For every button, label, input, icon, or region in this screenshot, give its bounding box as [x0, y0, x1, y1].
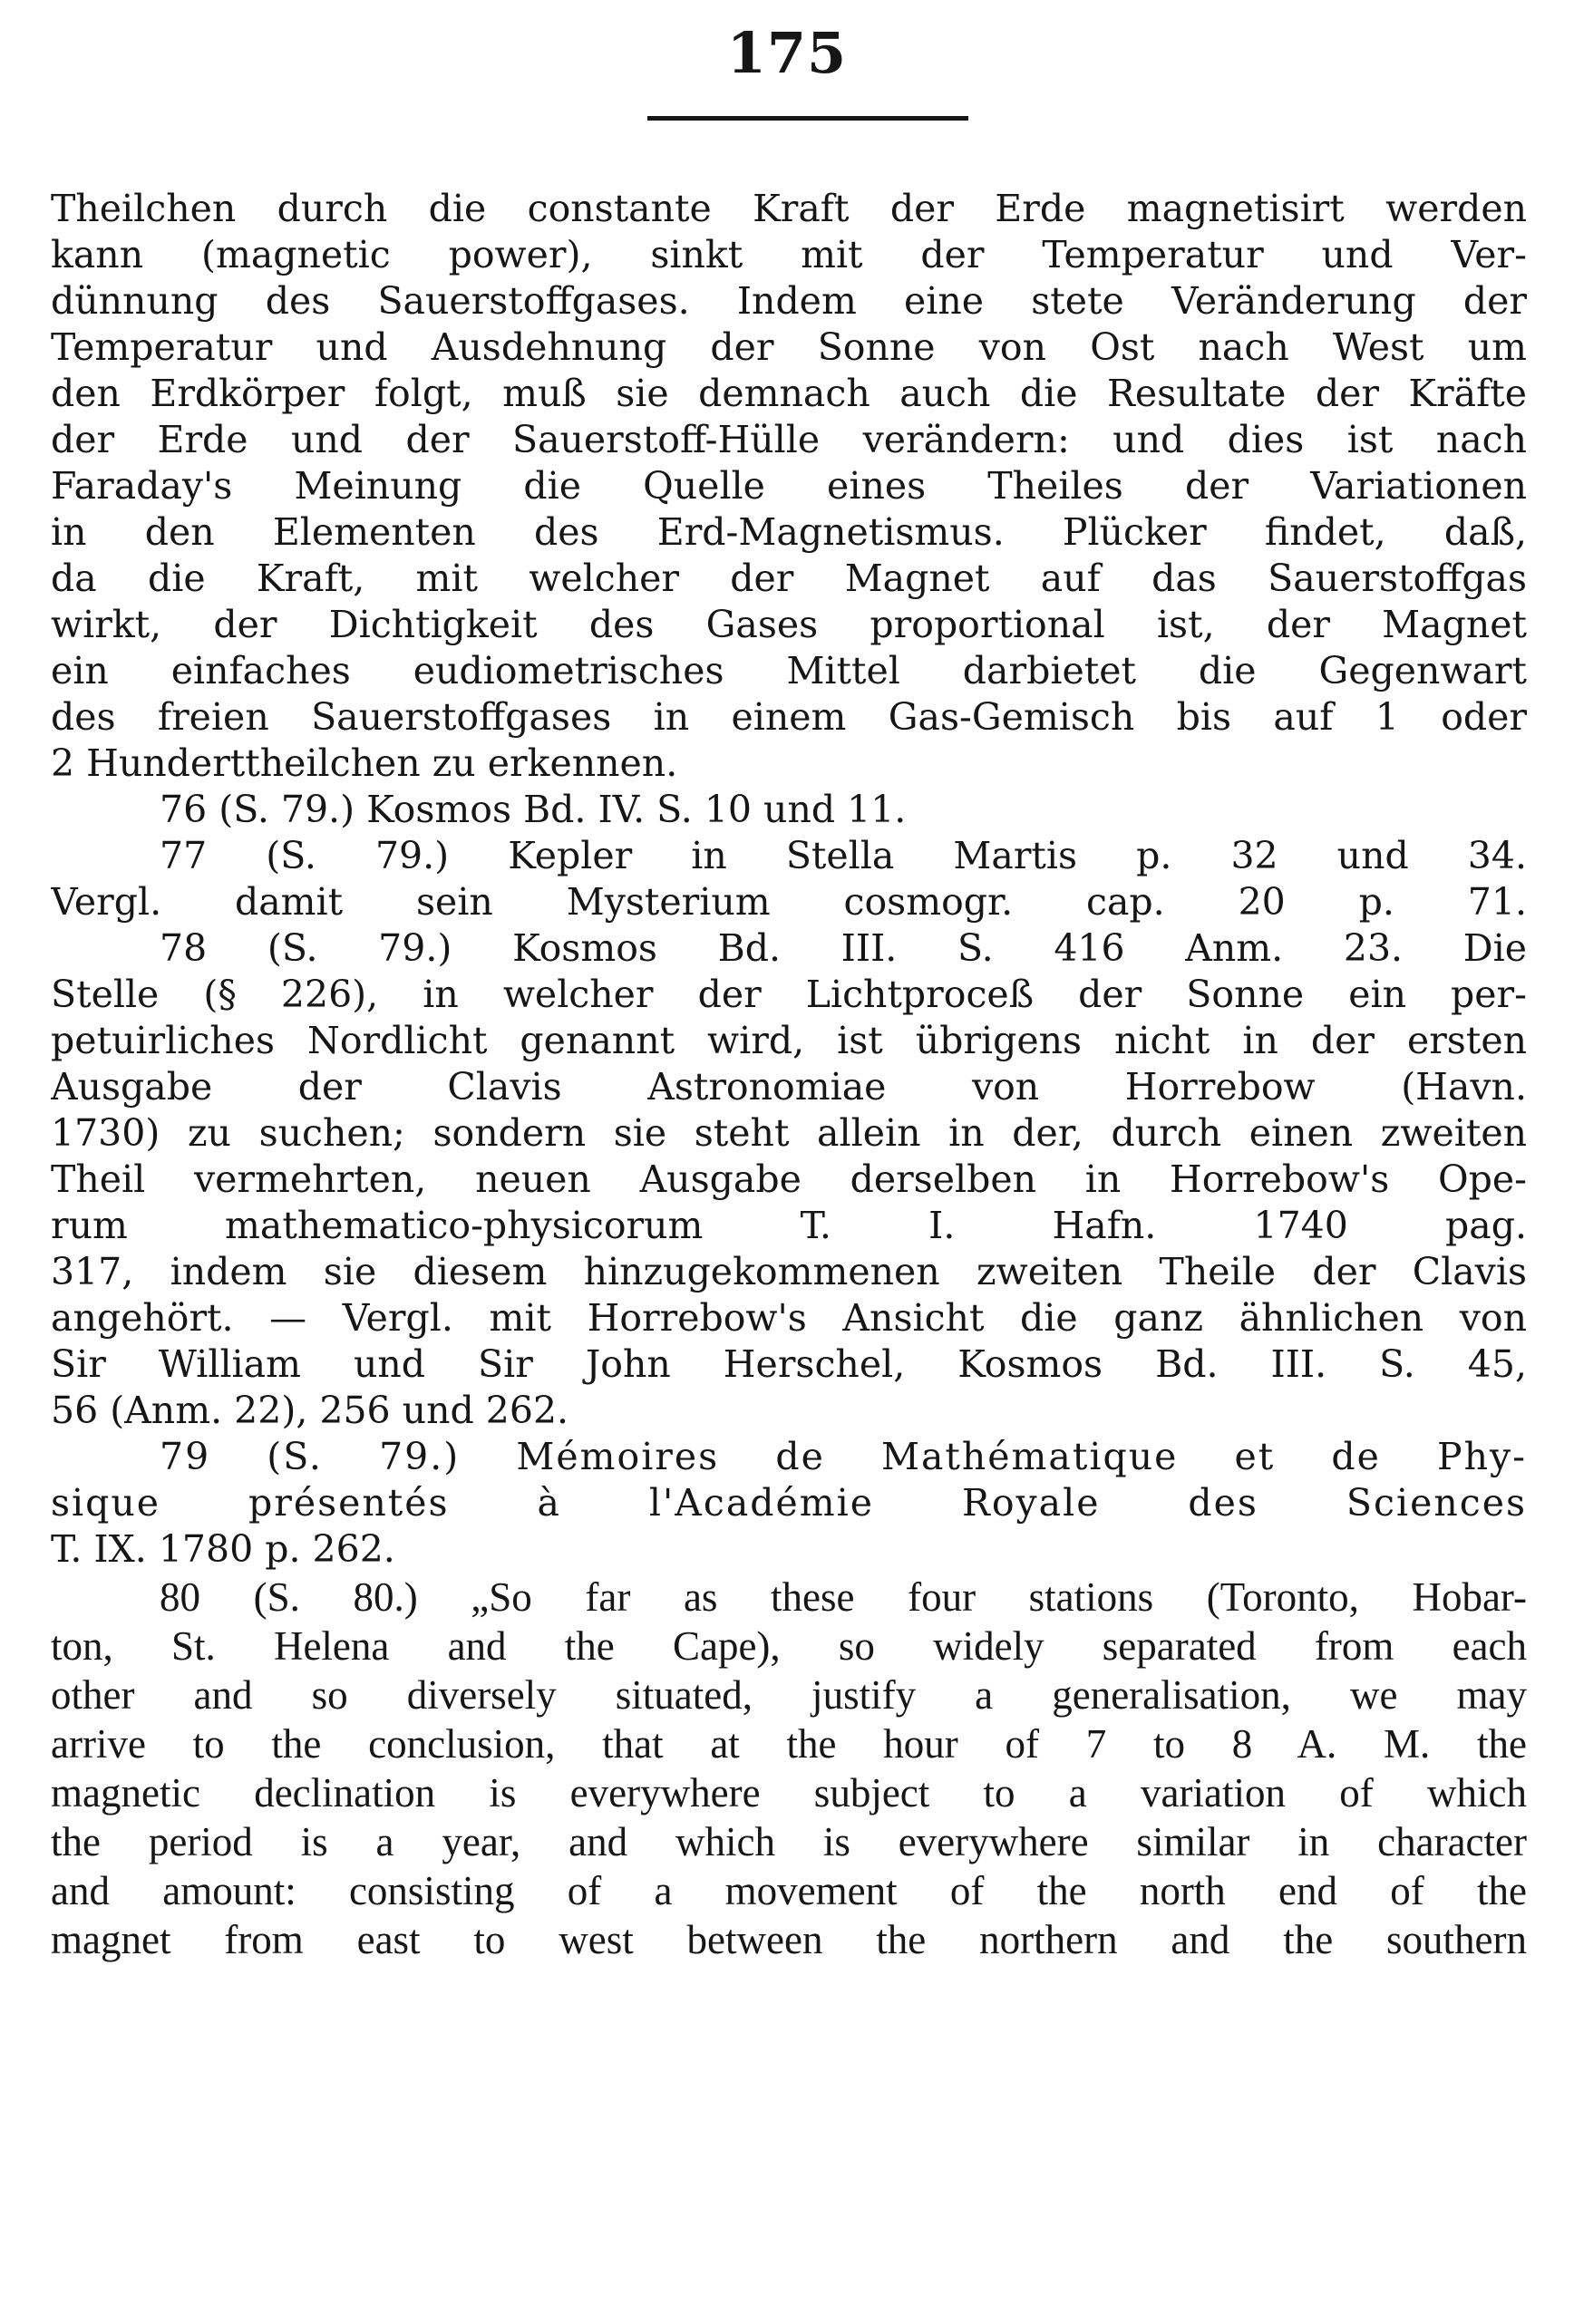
- text-line: ton, St. Helena and the Cape), so widely separated from each: [51, 1623, 1527, 1669]
- text-line: arrive to the conclusion, that at the hour of 7 to 8 A. M. the: [51, 1721, 1527, 1767]
- text-line: 1730) zu suchen; sondern sie steht allein in der, durch einen zweiten: [51, 1111, 1527, 1155]
- text-line: kann (magnetic power), sinkt mit der Temperatur und Ver-: [51, 233, 1527, 276]
- text-line: des freien Sauerstoffgases in einem Gas-Gemisch bis auf 1 oder: [51, 695, 1527, 739]
- text-line: dünnung des Sauerstoffgases. Indem eine stete Veränderung der: [51, 279, 1527, 323]
- text-line: magnet from east to west between the northern and the southern: [51, 1917, 1527, 1962]
- page-text: [51, 186, 1527, 1964]
- footnote-76: 76 (S. 79.) Kosmos Bd. IV. S. 10 und 11.: [160, 788, 907, 831]
- text-line: Temperatur und Ausdehnung der Sonne von Ost nach West um: [51, 325, 1527, 369]
- text-line: 56 (Anm. 22), 256 und 262.: [51, 1389, 569, 1432]
- page-number: 175: [726, 20, 848, 86]
- text-line: 317, indem sie diesem hinzugekommenen zweiten Theile der Clavis: [51, 1250, 1527, 1293]
- text-line: magnetic declination is everywhere subject to a variation of which: [51, 1770, 1527, 1816]
- text-line: Faraday's Meinung die Quelle eines Theiles der Variationen: [51, 464, 1527, 508]
- text-line: angehört. — Vergl. mit Horrebow's Ansicht die ganz ähnlichen von: [51, 1296, 1527, 1340]
- text-line: Theilchen durch die constante Kraft der Erde magnetisirt werden: [51, 187, 1527, 230]
- text-line: in den Elementen des Erd-Magnetismus. Plücker findet, daß,: [51, 510, 1527, 554]
- text-line: other and so diversely situated, justify a generalisation, we may: [51, 1672, 1527, 1718]
- text-line: the period is a year, and which is everywhere similar in character: [51, 1819, 1527, 1864]
- footnote-78: 78 (S. 79.) Kosmos Bd. III. S. 416 Anm. 23. Die: [160, 926, 1527, 970]
- text-line: Ausgabe der Clavis Astronomiae von Horrebow (Havn.: [51, 1065, 1527, 1109]
- footnote-80: 80 (S. 80.) „So far as these four stations (Toronto, Hobar-: [160, 1574, 1527, 1620]
- text-line: Vergl. damit sein Mysterium cosmogr. cap. 20 p. 71.: [51, 880, 1527, 924]
- text-line: ein einfaches eudiometrisches Mittel darbietet die Gegenwart: [51, 649, 1527, 692]
- text-line: der Erde und der Sauerstoff-Hülle verändern: und dies ist nach: [51, 418, 1527, 461]
- text-line: Theil vermehrten, neuen Ausgabe derselben in Horrebow's Ope-: [51, 1157, 1527, 1201]
- text-line: 2 Hunderttheilchen zu erkennen.: [51, 741, 678, 785]
- text-line: petuirliches Nordlicht genannt wird, ist übrigens nicht in der ersten: [51, 1019, 1527, 1062]
- text-line: den Erdkörper folgt, muß sie demnach auch die Resultate der Kräfte: [51, 372, 1527, 415]
- text-line: and amount: consisting of a movement of the north end of the: [51, 1868, 1527, 1913]
- text-line: Stelle (§ 226), in welcher der Lichtproceß der Sonne ein per-: [51, 973, 1527, 1016]
- text-line: wirkt, der Dichtigkeit des Gases proportional ist, der Magnet: [51, 603, 1527, 646]
- text-line: rum mathematico-physicorum T. I. Hafn. 1740 pag.: [51, 1204, 1527, 1247]
- text-line: sique présentés à l'Académie Royale des Sciences: [51, 1481, 1527, 1525]
- header-rule: [647, 116, 968, 121]
- text-line: da die Kraft, mit welcher der Magnet auf das Sauerstoffgas: [51, 557, 1527, 600]
- text-line: T. IX. 1780 p. 262.: [51, 1527, 395, 1571]
- text-line: Sir William und Sir John Herschel, Kosmos Bd. III. S. 45,: [51, 1342, 1527, 1386]
- footnote-79: 79 (S. 79.) Mémoires de Mathématique et de Phy-: [160, 1435, 1527, 1478]
- footnote-77: 77 (S. 79.) Kepler in Stella Martis p. 32 und 34.: [160, 834, 1527, 877]
